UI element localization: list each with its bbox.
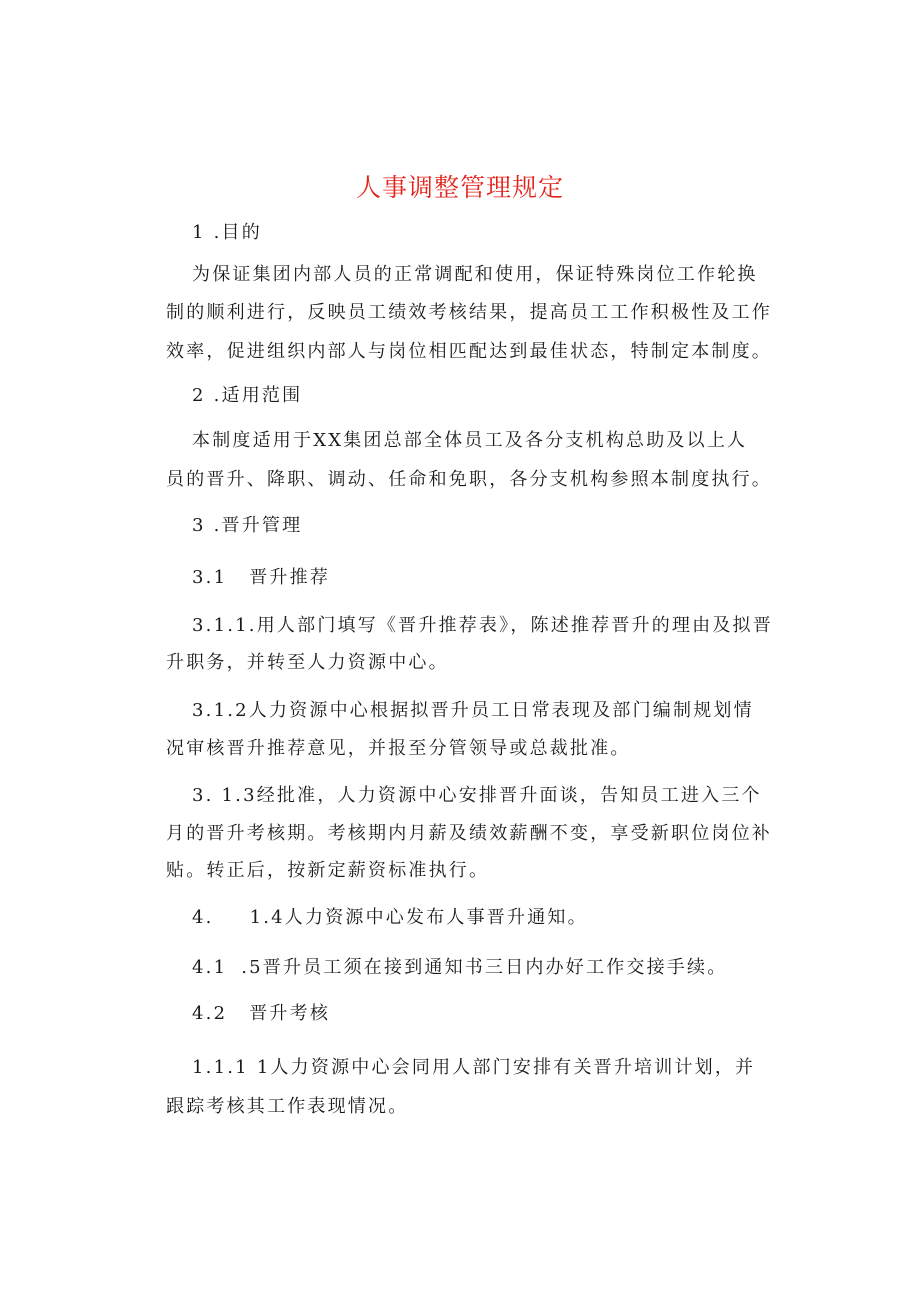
section-1-paragraph-line-3: 效率，促进组织内部人与岗位相匹配达到最佳状态，特制定本制度。 — [166, 341, 772, 362]
section-3-heading: 3 .晋升管理 — [192, 515, 303, 536]
section-3-1-heading — [192, 566, 330, 590]
section-4-2-label: 晋升考核 — [249, 1003, 331, 1024]
section-1-paragraph-line-2: 制的顺利进行，反映员工绩效考核结果，提高员工工作积极性及工作 — [166, 302, 772, 323]
section-4-2-heading — [192, 1002, 330, 1026]
section-1-1-1-number: 1.1.1 — [192, 1057, 249, 1078]
section-3-1-label: 晋升推荐 — [249, 567, 331, 588]
section-3-1-5-number: 4.1 — [192, 957, 228, 978]
section-2-paragraph-line-1: 本制度适用于XX集团总部全体员工及各分支机构总助及以上人 — [192, 430, 748, 451]
section-3-1-2-line-1: 3.1.2人力资源中心根据拟晋升员工日常表现及部门编制规划情 — [192, 700, 754, 721]
section-3-1-3-line-2: 月的晋升考核期。考核期内月薪及绩效薪酬不变，享受新职位岗位补 — [166, 823, 772, 844]
section-1-1-1-line-1 — [192, 1056, 755, 1080]
section-1-1-1-line-2: 跟踪考核其工作表现情况。 — [166, 1096, 409, 1117]
section-3-1-1-line-1: 3.1.1.用人部门填写《晋升推荐表》，陈述推荐晋升的理由及拟晋 — [192, 615, 773, 636]
section-3-1-3-line-1: 3. 1.3经批准，人力资源中心安排晋升面谈，告知员工进入三个 — [192, 785, 762, 806]
section-2-heading: 2 .适用范围 — [192, 385, 303, 406]
section-3-1-5-line — [192, 956, 727, 980]
section-3-1-5-text: .5晋升员工须在接到通知书三日内办好工作交接手续。 — [241, 957, 728, 978]
section-4-2-number: 4.2 — [192, 1003, 228, 1024]
section-1-heading: 1 .目的 — [192, 222, 262, 243]
section-3-1-4-text: 1.4人力资源中心发布人事晋升通知。 — [249, 907, 588, 928]
section-3-1-4-line — [192, 906, 588, 930]
section-1-paragraph-line-1: 为保证集团内部人员的正常调配和使用，保证特殊岗位工作轮换 — [192, 264, 758, 285]
section-2-paragraph-line-2: 员的晋升、降职、调动、任命和免职，各分支机构参照本制度执行。 — [166, 469, 772, 490]
section-1-1-1-text: 1人力资源中心会同用人部门安排有关晋升培训计划，并 — [256, 1057, 756, 1078]
section-3-1-4-number: 4. — [192, 907, 214, 928]
section-3-1-2-line-2: 况审核晋升推荐意见，并报至分管领导或总裁批准。 — [166, 738, 631, 759]
section-3-1-1-line-2: 升职务，并转至人力资源中心。 — [166, 652, 449, 673]
section-3-1-3-line-3: 贴。转正后，按新定薪资标准执行。 — [166, 860, 490, 881]
document-title: 人事调整管理规定 — [355, 173, 564, 202]
section-3-1-number: 3.1 — [192, 567, 228, 588]
